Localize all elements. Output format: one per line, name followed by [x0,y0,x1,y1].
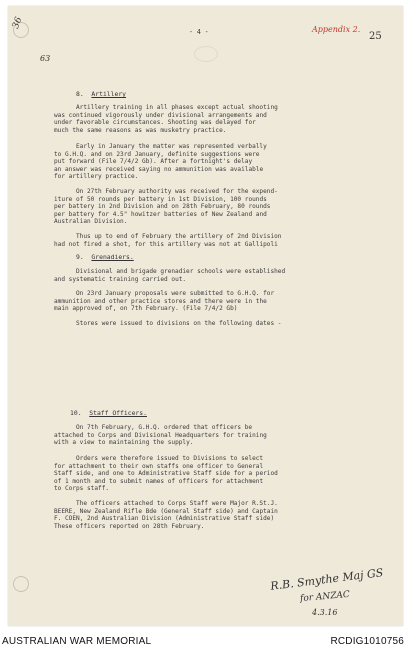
paragraph [54,268,354,283]
text-line: with a view to maintaining the supply. [54,439,194,447]
text-line: The officers attached to Corps Staff were Major R.St.J. [76,500,278,507]
paragraph [54,424,354,447]
footer-right: RCDIG1010756 [330,636,404,647]
paragraph [54,233,354,248]
section-8-heading [76,90,126,98]
text-line: ammunition and other practice stores and there were in the [54,297,267,305]
text-line: Stores were issued to divisions on the following dates - [76,320,282,327]
footer-left: AUSTRALIAN WAR MEMORIAL [2,636,152,647]
text-line: attached to Corps and Divisional Headquarters for training [54,431,267,439]
section-number: 8. [76,90,84,98]
text-line: for artillery practice. [54,173,139,181]
text-line: On 7th February, G.H.Q. ordered that officers be [76,424,253,431]
paragraph [54,104,354,134]
text-line: Staff side, and one to Administrative Staff side for a period [54,470,278,478]
text-line: for attachment to their own staffs one officer to General [54,462,264,470]
text-line: was continued vigorously under divisional arrangements and [54,111,267,119]
text-line: main approved of, on 7th February. (File 7/4/2 Gb) [54,305,238,313]
section-title: Staff Officers. [89,409,147,417]
section-10-heading [70,409,147,417]
text-line: and systematic training carried out. [54,275,187,283]
text-line: BEERE, New Zealand Rifle Bde (General Staff side) and Captain [54,507,278,515]
text-line: Orders were therefore issued to Divisions to select [76,455,264,462]
margin-mark-2: 63 [40,54,51,63]
faint-stamp [194,46,218,62]
paragraph [54,290,354,313]
text-line: put forward (File 7/4/2 Gb). After a fortnight's delay [54,158,253,166]
text-line: Australian Division. [54,218,128,226]
paragraph [54,143,354,181]
text-line: On 27th February authority was received for the expend- [76,188,278,195]
text-line: much the same reasons as was musketry practice. [54,126,227,134]
text-line: Thus up to end of February the artillery of 2nd Division [76,233,282,240]
paragraph [54,455,354,493]
text-line: These officers reported on 28th February. [54,522,205,530]
document-page [8,6,403,626]
appendix-note: Appendix 2. [312,25,361,34]
text-line: had not fired a shot, for this artillery was not at Gallipoli [54,240,278,248]
folio-number: 25 [369,31,382,42]
signature-line-2: for ANZAC [299,589,351,605]
section-number: 9. [76,253,84,261]
text-line: per battery in 2nd Division and on 28th February, 80 rounds [54,203,271,211]
text-line: per battery for 4.5" howitzer batteries of New Zealand and [54,210,267,218]
text-line: F. COEN, 2nd Australian Division (Administrative Staff side) [54,515,275,523]
punch-hole-bottom [13,576,29,592]
text-line: Divisional and brigade grenadier schools were established [76,268,286,275]
text-line: an answer was received saying no ammunition was available [54,165,264,173]
section-title: Artillery [91,90,127,98]
text-line: under favorable circumstances. Shooting was delayed for [54,119,256,127]
section-title: Grenadiers. [91,253,134,261]
text-line: iture of 50 rounds per battery in 1st Division, 100 rounds [54,195,267,203]
signature-line-1: R.B. Smythe Maj GS [269,566,384,593]
text-line: to Corps staff. [54,485,110,493]
text-line: On 23rd January proposals were submitted to G.H.Q. for [76,290,275,297]
paragraph [54,188,354,226]
text-line: of 1 month and to submit names of officers for attachment [54,477,264,485]
text-line: to G.H.Q. and on 23rd January, definite suggestions were [54,150,260,158]
text-line: Artillery training in all phases except actual shooting [76,104,278,111]
signature-date: 4.3.16 [312,608,338,617]
text-line: Early in January the matter was represented verbally [76,143,267,150]
page-number: - 4 - [189,28,209,36]
paragraph [54,500,354,530]
paragraph [54,320,354,328]
margin-mark-1: 36 [11,15,25,31]
section-9-heading [76,253,134,261]
section-number: 10. [70,409,82,417]
